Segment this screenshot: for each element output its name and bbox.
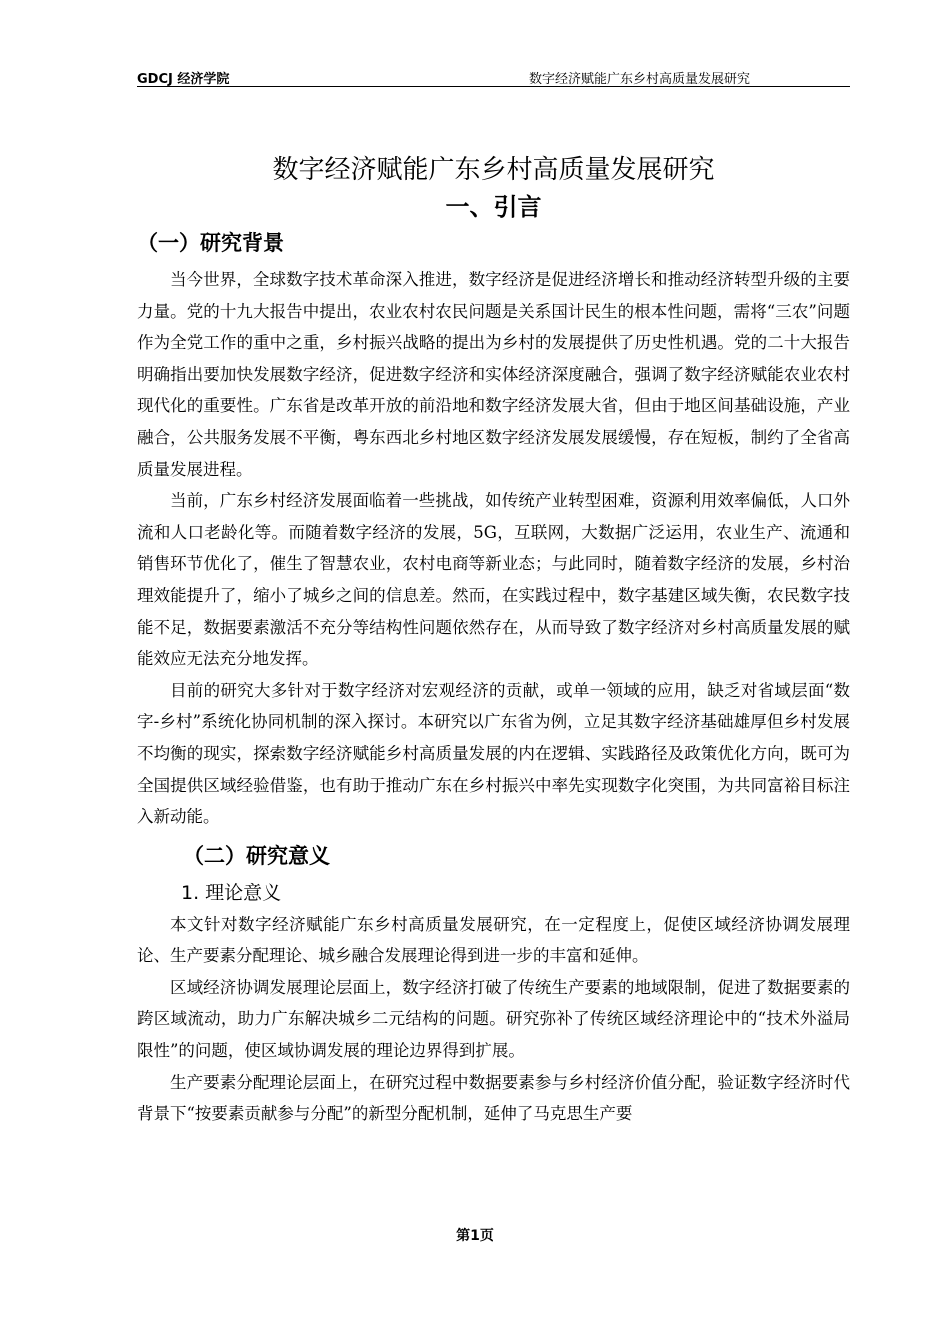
- header-left: GDCJ 经济学院: [137, 72, 230, 87]
- paragraph: 本文针对数字经济赋能广东乡村高质量发展研究，在一定程度上，促使区域经济协调发展理论、生产要素分配理论、城乡融合发展理论得到进一步的丰富和延伸。: [137, 914, 850, 966]
- page-number: 第1页: [456, 1228, 494, 1244]
- page-content: [137, 150, 850, 1130]
- paragraph: 区域经济协调发展理论层面上，数字经济打破了传统生产要素的地域限制，促进了数据要素的跨区域流动，助力广东解决城乡二元结构的问题。研究弥补了传统区域经济理论中的“技术外溢局限性”的问题，使区域协调发展的理论边界得到扩展。: [137, 977, 850, 1061]
- subsection-heading-background: （一）研究背景: [137, 231, 284, 255]
- page-header: [137, 66, 850, 87]
- item-heading-theory: 1. 理论意义: [181, 881, 282, 904]
- paragraph: 生产要素分配理论层面上，在研究过程中数据要素参与乡村经济价值分配，验证数字经济时代背景下“按要素贡献参与分配”的新型分配机制，延伸了马克思生产要: [137, 1072, 850, 1124]
- paragraph: 当前，广东乡村经济发展面临着一些挑战，如传统产业转型困难，资源利用效率偏低，人口外流和人口老龄化等。而随着数字经济的发展，5G，互联网，大数据广泛运用，农业生产、流通和销售环节优化了，催生了智慧农业，农村电商等新业态；与此同时，随着数字经济的发展，乡村治理效能提升了，缩小了城乡之间的信息差。然而，在实践过程中，数字基建区域失衡，农民数字技能不足，数据要素激活不充分等结构性问题依然存在，从而导致了数字经济对乡村高质量发展的赋能效应无法充分地发挥。: [137, 491, 850, 669]
- document-title: 数字经济赋能广东乡村高质量发展研究: [272, 155, 715, 185]
- section-heading-intro: 一、引言: [445, 193, 542, 221]
- subsection-heading-significance: （二）研究意义: [183, 843, 330, 868]
- paragraph: 当今世界，全球数字技术革命深入推进，数字经济是促进经济增长和推动经济转型升级的主要力量。党的十九大报告中提出，农业农村农民问题是关系国计民生的根本性问题，需将“三农”问题作为全党工作的重中之重，乡村振兴战略的提出为乡村的发展提供了历史性机遇。党的二十大报告明确指出要加快发展数字经济，促进数字经济和实体经济深度融合，强调了数字经济赋能农业农村现代化的重要性。广东省是改革开放的前沿地和数字经济发展大省，但由于地区间基础设施，产业融合，公共服务发展不平衡，粤东西北乡村地区数字经济发展发展缓慢，存在短板，制约了全省高质量发展进程。: [137, 270, 850, 479]
- paragraph: 目前的研究大多针对于数字经济对宏观经济的贡献，或单一领域的应用，缺乏对省域层面“数字-乡村”系统化协同机制的深入探讨。本研究以广东省为例，立足其数字经济基础雄厚但乡村发展不均衡的现实，探索数字经济赋能乡村高质量发展的内在逻辑、实践路径及政策优化方向，既可为全国提供区域经验借鉴，也有助于推动广东在乡村振兴中率先实现数字化突围，为共同富裕目标注入新动能。: [137, 680, 850, 827]
- header-right: 数字经济赋能广东乡村高质量发展研究: [528, 72, 750, 87]
